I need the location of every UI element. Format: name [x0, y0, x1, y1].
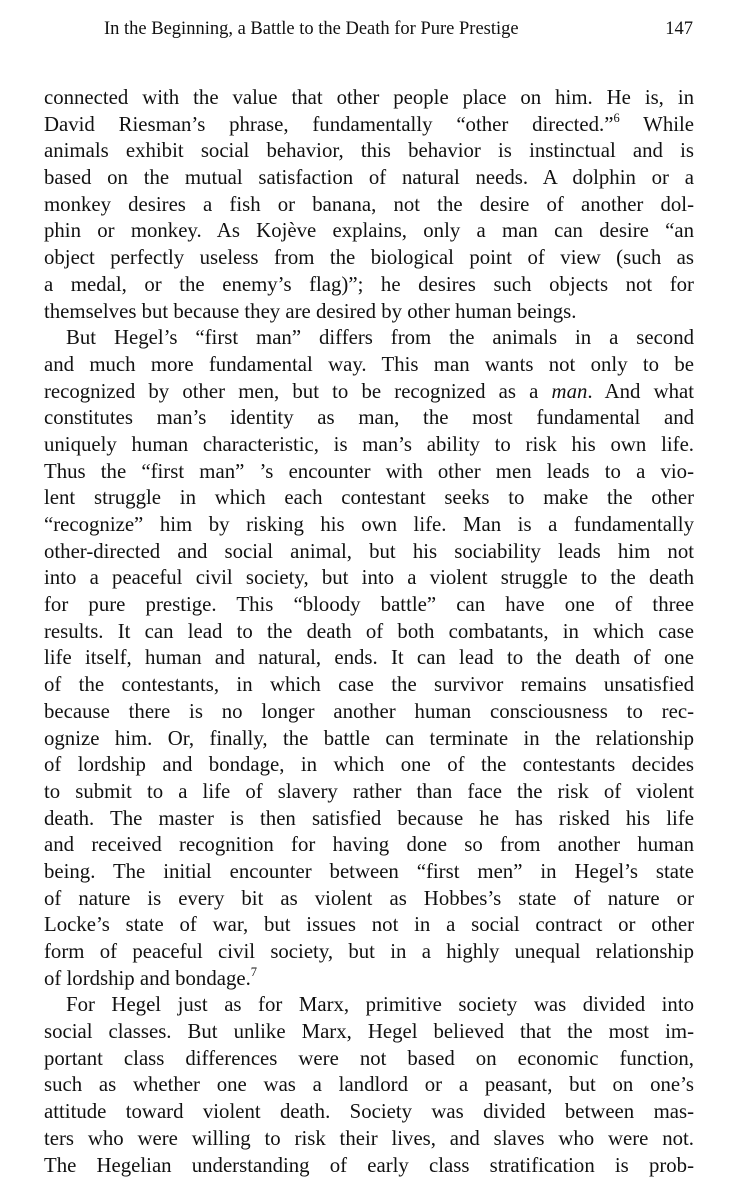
line-text: The Hegelian understanding of early class stratification is prob-	[44, 1153, 694, 1177]
line-text: of lordship and bondage, in which one of the contestants decides	[44, 753, 694, 777]
line-text: Locke’s state of war, but issues not in a social contract or other	[44, 913, 694, 937]
text-line	[44, 325, 694, 352]
line-text: of nature is every bit as violent as Hobbes’s state of nature or	[44, 886, 694, 910]
text-line	[44, 539, 694, 566]
line-text: other-directed and social animal, but his sociability leads him not	[44, 539, 694, 563]
text-line	[44, 379, 694, 406]
text-line	[44, 112, 694, 139]
text-line	[44, 886, 694, 913]
text-line	[44, 192, 694, 219]
text-line	[44, 272, 694, 299]
line-text: monkey desires a fish or banana, not the desire of another dol-	[44, 192, 694, 216]
text-line	[44, 299, 694, 326]
text-line	[44, 565, 694, 592]
line-text: recognized by other men, but to be recognized as a	[44, 379, 552, 403]
line-text: social classes. But unlike Marx, Hegel believed that the most im-	[44, 1020, 694, 1044]
line-text: uniquely human characteristic, is man’s ability to risk his own life.	[44, 432, 694, 456]
text-line	[44, 992, 694, 1019]
text-line	[44, 1153, 694, 1180]
line-text: such as whether one was a landlord or a peasant, but on one’s	[44, 1073, 694, 1097]
line-text: and received recognition for having done so from another human	[44, 833, 694, 857]
text-line	[44, 1019, 694, 1046]
line-text: ognize him. Or, finally, the battle can terminate in the relationship	[44, 726, 694, 750]
body-text	[44, 85, 694, 1179]
line-text: life itself, human and natural, ends. It can lead to the death of one	[44, 646, 694, 670]
line-text: based on the mutual satisfaction of natural needs. A dolphin or a	[44, 166, 694, 190]
line-text: a medal, or the enemy’s flag)”; he desires such objects not for	[44, 272, 694, 296]
line-text: because there is no longer another human consciousness to rec-	[44, 699, 694, 723]
running-head	[104, 16, 693, 42]
line-text: into a peaceful civil society, but into a violent struggle to the death	[44, 566, 694, 590]
line-text: themselves but because they are desired by other human beings.	[44, 299, 577, 323]
footnote-marker: 6	[613, 110, 620, 125]
text-line	[44, 85, 694, 112]
text-line	[44, 966, 694, 993]
line-text: attitude toward violent death. Society was divided between mas-	[44, 1100, 694, 1124]
line-text: ters who were willing to risk their lives, and slaves who were not.	[44, 1126, 694, 1150]
line-text: For Hegel just as for Marx, primitive society was divided into	[66, 993, 694, 1017]
line-text: Thus the “first man” ’s encounter with other men leads to a vio-	[44, 459, 694, 483]
text-line	[44, 939, 694, 966]
text-line	[44, 672, 694, 699]
page-number: 147	[665, 19, 693, 39]
line-text: lent struggle in which each contestant seeks to make the other	[44, 486, 694, 510]
text-line	[44, 1046, 694, 1073]
running-title: In the Beginning, a Battle to the Death for Pure Prestige	[104, 19, 519, 39]
line-text: But Hegel’s “first man” differs from the animals in a second	[66, 326, 694, 350]
text-line	[44, 432, 694, 459]
text-line	[44, 912, 694, 939]
footnote-marker: 7	[250, 964, 258, 979]
text-line	[44, 779, 694, 806]
text-line	[44, 459, 694, 486]
line-text: “recognize” him by risking his own life. Man is a fundamentally	[44, 513, 694, 536]
text-line	[44, 1126, 694, 1153]
line-text: of the contestants, in which case the survivor remains unsatisfied	[44, 673, 694, 697]
text-line	[44, 245, 694, 272]
text-line	[44, 485, 694, 512]
line-text: results. It can lead to the death of both combatants, in which case	[44, 619, 694, 643]
text-line	[44, 832, 694, 859]
line-text: connected with the value that other people place on him. He is, in	[44, 86, 694, 109]
text-line	[44, 592, 694, 619]
text-line	[44, 619, 694, 646]
line-text: death. The master is then satisfied because he has risked his life	[44, 806, 694, 830]
line-text: to submit to a life of slavery rather than face the risk of violent	[44, 779, 694, 803]
line-text: of lordship and bondage.	[44, 966, 251, 990]
line-text: object perfectly useless from the biological point of view (such as	[44, 246, 694, 270]
text-line	[44, 218, 694, 245]
line-text: portant class differences were not based on economic function,	[44, 1046, 694, 1070]
text-line	[44, 752, 694, 779]
line-text: phin or monkey. As Kojève explains, only a man can desire “an	[44, 219, 694, 243]
text-line	[44, 1099, 694, 1126]
line-text: animals exhibit social behavior, this behavior is instinctual and is	[44, 139, 694, 163]
text-line	[44, 165, 694, 192]
text-line	[44, 726, 694, 753]
text-line	[44, 405, 694, 432]
text-line	[44, 859, 694, 886]
line-text-continued: . And what	[587, 379, 694, 403]
text-line	[44, 645, 694, 672]
text-line	[44, 699, 694, 726]
line-text: constitutes man’s identity as man, the most fundamental and	[44, 406, 694, 430]
text-line	[44, 806, 694, 833]
line-text-continued: While	[619, 112, 694, 136]
line-text: and much more fundamental way. This man wants not only to be	[44, 352, 694, 376]
text-line	[44, 512, 694, 539]
text-line	[44, 1072, 694, 1099]
line-text: David Riesman’s phrase, fundamentally “other directed.”	[44, 112, 614, 136]
emphasis-text: man	[551, 379, 588, 403]
text-line	[44, 352, 694, 379]
line-text: form of peaceful civil society, but in a highly unequal relationship	[44, 940, 694, 963]
line-text: being. The initial encounter between “first men” in Hegel’s state	[44, 859, 694, 883]
text-line	[44, 138, 694, 165]
line-text: for pure prestige. This “bloody battle” can have one of three	[44, 593, 694, 617]
